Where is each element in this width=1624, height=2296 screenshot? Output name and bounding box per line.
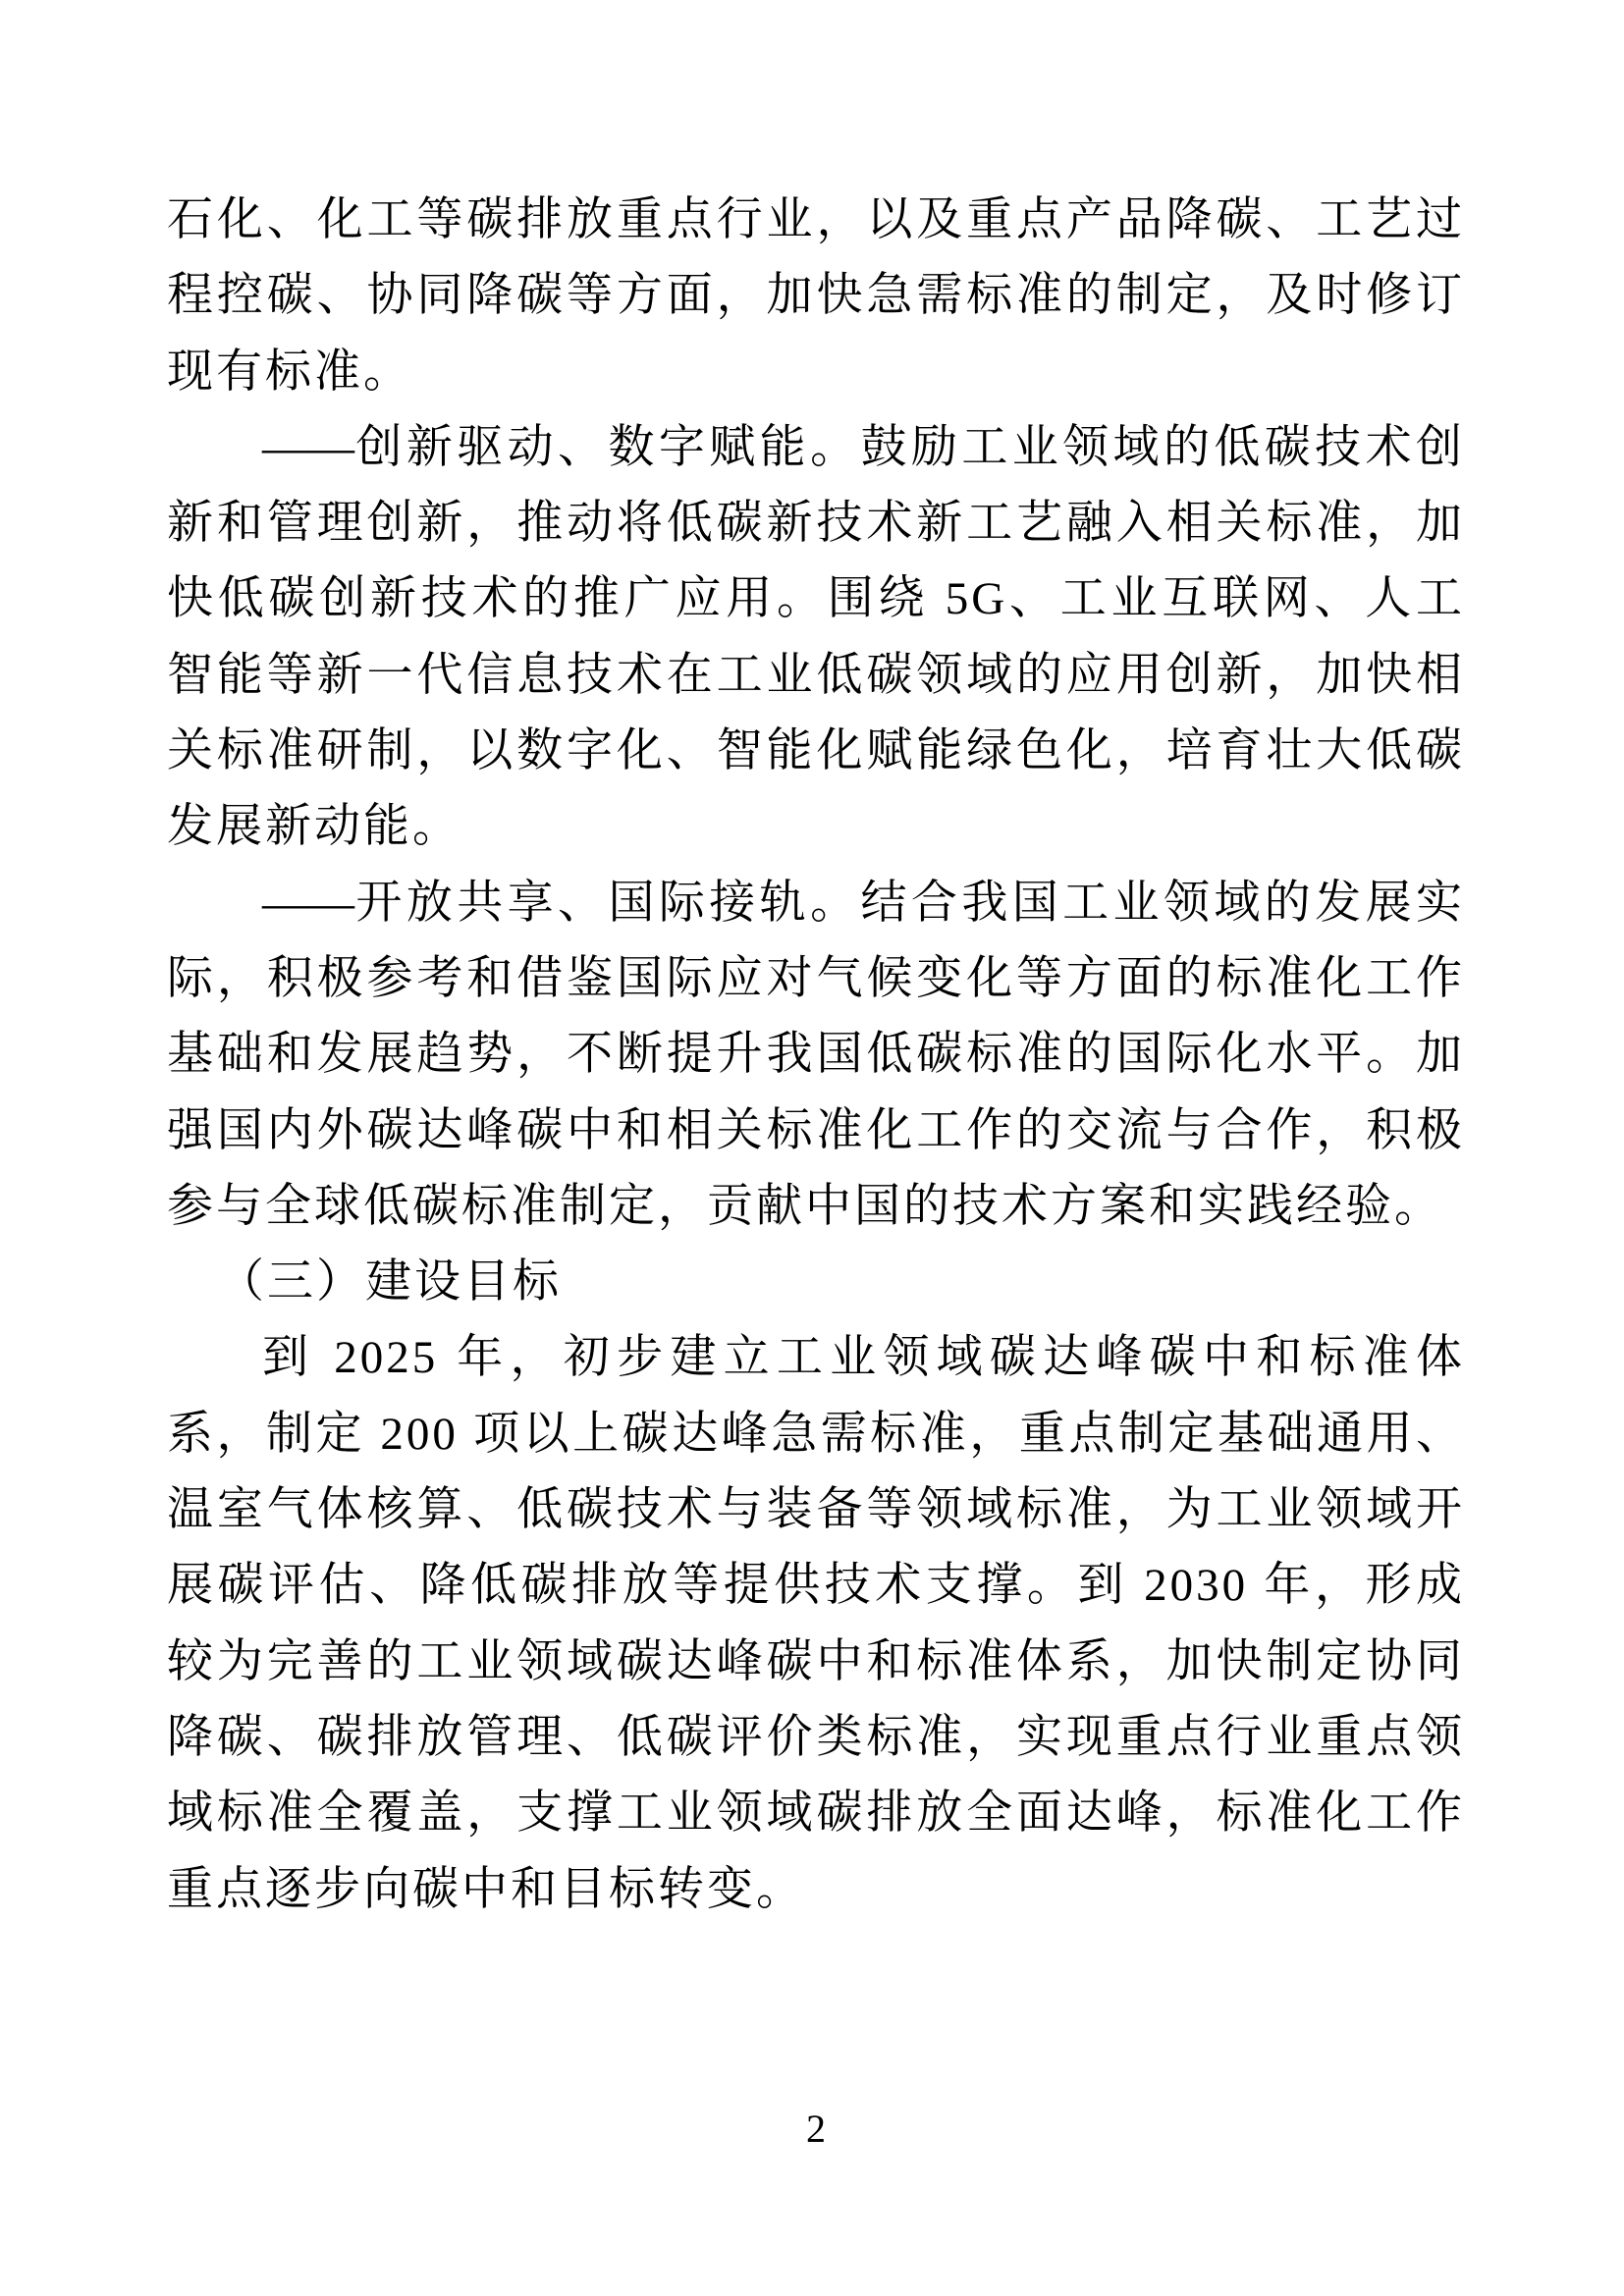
paragraph-lead-phrase: 创新驱动、数字赋能。	[354, 421, 861, 473]
paragraph-text: 到 2025 年，初步建立工业领域碳达峰碳中和标准体系，制定 200 项以上碳达峰急需标准，重点制定基础通用、温室气体核算、低碳技术与装备等领域标准，为工业领域开展碳评估、降低碳排放等提供技术支撑。到 2030 年，形成较为完善的工业领域碳达峰碳中和标准体系，加快制定协同降碳、碳排放管理、低碳评价类标准，实现重点行业重点领域标准全覆盖，支撑工业领域碳排放全面达峰，标准化工作重点逐步向碳中和目标转变。	[167, 1332, 1465, 1915]
paragraph-goals	[167, 1320, 1465, 1927]
paragraph-text: 结合我国工业领域的发展实际，积极参考和借鉴国际应对气候变化等方面的标准化工作基础和发展趋势，不断提升我国低碳标准的国际化水平。加强国内外碳达峰碳中和相关标准化工作的交流与合作，积极参与全球低碳标准制定，贡献中国的技术方案和实践经验。	[167, 877, 1465, 1232]
paragraph-innovation-driven	[167, 410, 1465, 866]
paragraph-open-sharing	[167, 866, 1465, 1245]
section-heading-text: （三）建设目标	[218, 1256, 562, 1308]
paragraph-continued	[167, 183, 1465, 410]
em-dash: ——	[262, 421, 354, 473]
paragraph-text: 石化、化工等碳排放重点行业，以及重点产品降碳、工艺过程控碳、协同降碳等方面，加快急需标准的制定，及时修订现有标准。	[167, 194, 1465, 398]
paragraph-text: 鼓励工业领域的低碳技术创新和管理创新，推动将低碳新技术新工艺融入相关标准，加快低碳创新技术的推广应用。围绕 5G、工业互联网、人工智能等新一代信息技术在工业低碳领域的应用创新，加快相关标准研制，以数字化、智能化赋能绿色化，培育壮大低碳发展新动能。	[167, 421, 1465, 853]
em-dash: ——	[262, 877, 354, 929]
section-heading-construction-goals	[167, 1245, 1465, 1320]
document-body	[167, 183, 1465, 1928]
page-number: 2	[806, 2107, 826, 2151]
paragraph-lead-phrase: 开放共享、国际接轨。	[354, 877, 861, 929]
